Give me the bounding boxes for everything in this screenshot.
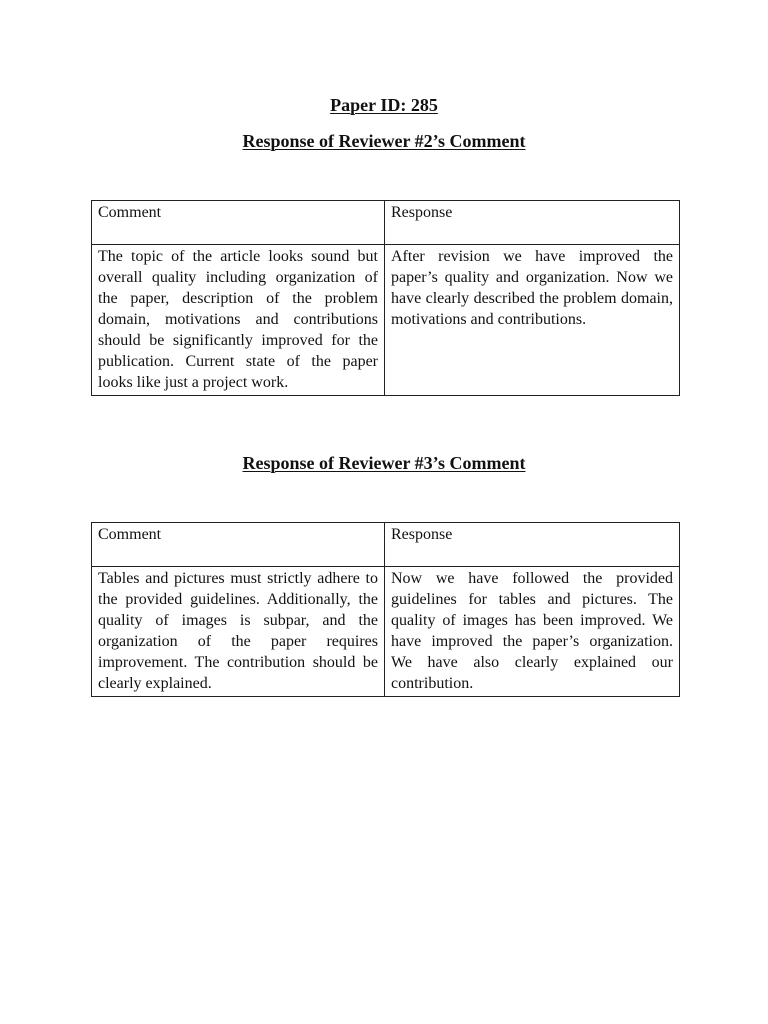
response-header-cell: Response: [385, 201, 680, 245]
table-header-row: [92, 201, 680, 245]
table-row: [92, 567, 680, 697]
paper-id-heading: [0, 94, 768, 116]
comment-header-cell: Comment: [92, 523, 385, 567]
reviewer-3-table: [91, 522, 680, 697]
reviewer-2-heading: [0, 130, 768, 152]
response-cell: Now we have followed the provided guidelines for tables and pictures. The quality of images has been improved. We have improved the paper’s organization. We have also clearly explained our contribution.: [385, 567, 680, 697]
paper-id-text: Paper ID: 285: [330, 95, 438, 115]
reviewer-2-title: Response of Reviewer #2’s Comment: [242, 131, 526, 151]
response-cell: After revision we have improved the paper’s quality and organization. Now we have clearly described the problem domain, motivations and contributions.: [385, 245, 680, 396]
response-header-cell: Response: [385, 523, 680, 567]
reviewer-2-table: [91, 200, 680, 396]
comment-header-cell: Comment: [92, 201, 385, 245]
comment-cell: The topic of the article looks sound but overall quality including organization of the paper, description of the problem domain, motivations and contributions should be significantly improved for the publication. Current state of the paper looks like just a project work.: [92, 245, 385, 396]
reviewer-3-heading: [0, 452, 768, 474]
table-row: [92, 245, 680, 396]
reviewer-3-title: Response of Reviewer #3’s Comment: [242, 453, 526, 473]
comment-cell: Tables and pictures must strictly adhere to the provided guidelines. Additionally, the quality of images is subpar, and the organization of the paper requires improvement. The contribution should be clearly explained.: [92, 567, 385, 697]
table-header-row: [92, 523, 680, 567]
